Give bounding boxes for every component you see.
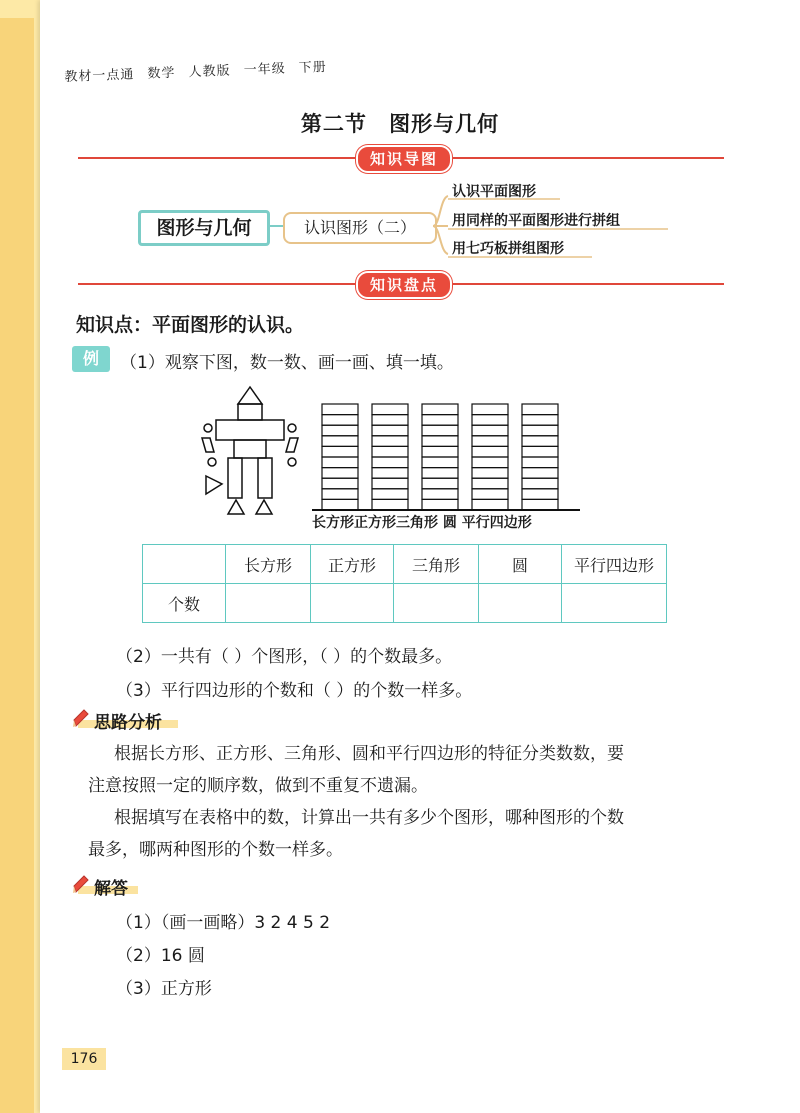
- bar-cell: [472, 478, 508, 489]
- book-header: 教材一点通 数学 人教版 一年级 下册: [64, 59, 328, 85]
- bar-cell: [522, 446, 558, 457]
- bar-cell: [372, 468, 408, 479]
- bar-cell: [322, 404, 358, 415]
- bar-cell: [522, 478, 558, 489]
- analysis-heading: 思路分析: [94, 713, 162, 733]
- bar-column: [522, 404, 558, 510]
- bar-cell: [322, 489, 358, 500]
- bar-cell: [422, 499, 458, 510]
- pencil-icon: [72, 874, 90, 894]
- analysis-p2-line2: 最多，哪两种图形的个数一样多。: [88, 840, 343, 860]
- count-bars-figure: [310, 398, 590, 518]
- bar-cell: [422, 436, 458, 447]
- table-header-empty: [143, 545, 226, 584]
- bar-cell: [422, 425, 458, 436]
- bar-cell: [522, 404, 558, 415]
- bar-cell: [372, 478, 408, 489]
- bar-cell: [522, 489, 558, 500]
- knowledge-point: 知识点：平面图形的认识。: [76, 314, 305, 336]
- analysis-paragraph-1: [88, 738, 768, 802]
- bar-cell: [372, 446, 408, 457]
- analysis-p2-line1: 根据填写在表格中的数，计算出一共有多少个图形，哪种图形的个数: [114, 808, 624, 828]
- mind-map-leaf: 用七巧板拼组图形: [452, 241, 564, 257]
- page-number: 176: [62, 1048, 106, 1070]
- page-title: 第二节 图形与几何: [300, 112, 500, 136]
- bar-cell: [522, 457, 558, 468]
- pencil-icon: [72, 708, 90, 728]
- table-header: 长方形: [226, 545, 311, 584]
- question-3: （3）平行四边形的个数和（ ）的个数一样多。: [116, 681, 473, 701]
- table-cell-blank[interactable]: [226, 584, 311, 623]
- answer-heading: 解答: [94, 879, 128, 899]
- answer-1: （1）（画一画略）3 2 4 5 2: [116, 913, 331, 933]
- table-header: 三角形: [394, 545, 479, 584]
- question-2: （2）一共有（ ）个图形，（ ）的个数最多。: [116, 647, 453, 667]
- bar-cell: [322, 457, 358, 468]
- table-header-row: [143, 545, 667, 584]
- bar-cell: [522, 468, 558, 479]
- section-pill-map: 知识导图: [356, 145, 452, 173]
- bar-cell: [422, 404, 458, 415]
- bar-cell: [372, 499, 408, 510]
- shape-axis-labels: 长方形正方形三角形 圆 平行四边形: [312, 515, 532, 531]
- bar-column: [372, 404, 408, 510]
- bar-cell: [522, 415, 558, 426]
- bar-cell: [472, 446, 508, 457]
- bar-cell: [522, 499, 558, 510]
- mind-map-leaf: 认识平面图形: [452, 184, 536, 200]
- bar-cell: [472, 404, 508, 415]
- bar-cell: [322, 425, 358, 436]
- robot-figure: [200, 384, 320, 524]
- analysis-p1-line2: 注意按照一定的顺序数，做到不重复不遗漏。: [88, 776, 428, 796]
- bar-cell: [372, 404, 408, 415]
- bar-cell: [372, 489, 408, 500]
- question-1: （1）观察下图，数一数、画一画、填一填。: [120, 353, 454, 373]
- mind-map-connectors: [0, 0, 800, 300]
- table-row: [143, 584, 667, 623]
- count-table: [142, 544, 667, 623]
- bar-cell: [472, 415, 508, 426]
- bar-cell: [422, 457, 458, 468]
- bar-column: [472, 404, 508, 510]
- table-header: 平行四边形: [562, 545, 667, 584]
- bar-cell: [422, 468, 458, 479]
- table-row-label: 个数: [143, 584, 226, 623]
- mind-map-leaf: 用同样的平面图形进行拼组: [452, 213, 620, 229]
- bar-cell: [472, 425, 508, 436]
- bar-cell: [372, 457, 408, 468]
- answer-3: （3）正方形: [116, 979, 212, 999]
- bar-column: [322, 404, 358, 510]
- table-cell-blank[interactable]: [562, 584, 667, 623]
- bar-cell: [372, 425, 408, 436]
- mind-map-root: 图形与几何: [138, 210, 270, 246]
- bar-cell: [472, 489, 508, 500]
- bar-cell: [422, 415, 458, 426]
- bar-cell: [522, 425, 558, 436]
- table-cell-blank[interactable]: [479, 584, 562, 623]
- table-cell-blank[interactable]: [311, 584, 394, 623]
- bar-cell: [322, 499, 358, 510]
- bar-cell: [472, 499, 508, 510]
- bar-cell: [322, 446, 358, 457]
- bar-cell: [372, 436, 408, 447]
- bar-cell: [422, 478, 458, 489]
- bar-cell: [472, 457, 508, 468]
- bar-cell: [422, 489, 458, 500]
- answer-2: （2）16 圆: [116, 946, 205, 966]
- analysis-paragraph-2: [88, 802, 768, 866]
- bar-cell: [422, 446, 458, 457]
- table-header: 圆: [479, 545, 562, 584]
- section-pill-inventory: 知识盘点: [356, 271, 452, 299]
- example-badge: 例: [72, 346, 110, 372]
- bar-column: [422, 404, 458, 510]
- bar-cell: [322, 478, 358, 489]
- mind-map-middle: 认识图形（二）: [283, 212, 437, 244]
- table-cell-blank[interactable]: [394, 584, 479, 623]
- analysis-p1-line1: 根据长方形、正方形、三角形、圆和平行四边形的特征分类数数，要: [114, 744, 624, 764]
- bar-cell: [322, 415, 358, 426]
- bar-cell: [472, 468, 508, 479]
- table-header: 正方形: [311, 545, 394, 584]
- bar-cell: [372, 415, 408, 426]
- bar-cell: [522, 436, 558, 447]
- bar-cell: [322, 468, 358, 479]
- bar-cell: [472, 436, 508, 447]
- bar-cell: [322, 436, 358, 447]
